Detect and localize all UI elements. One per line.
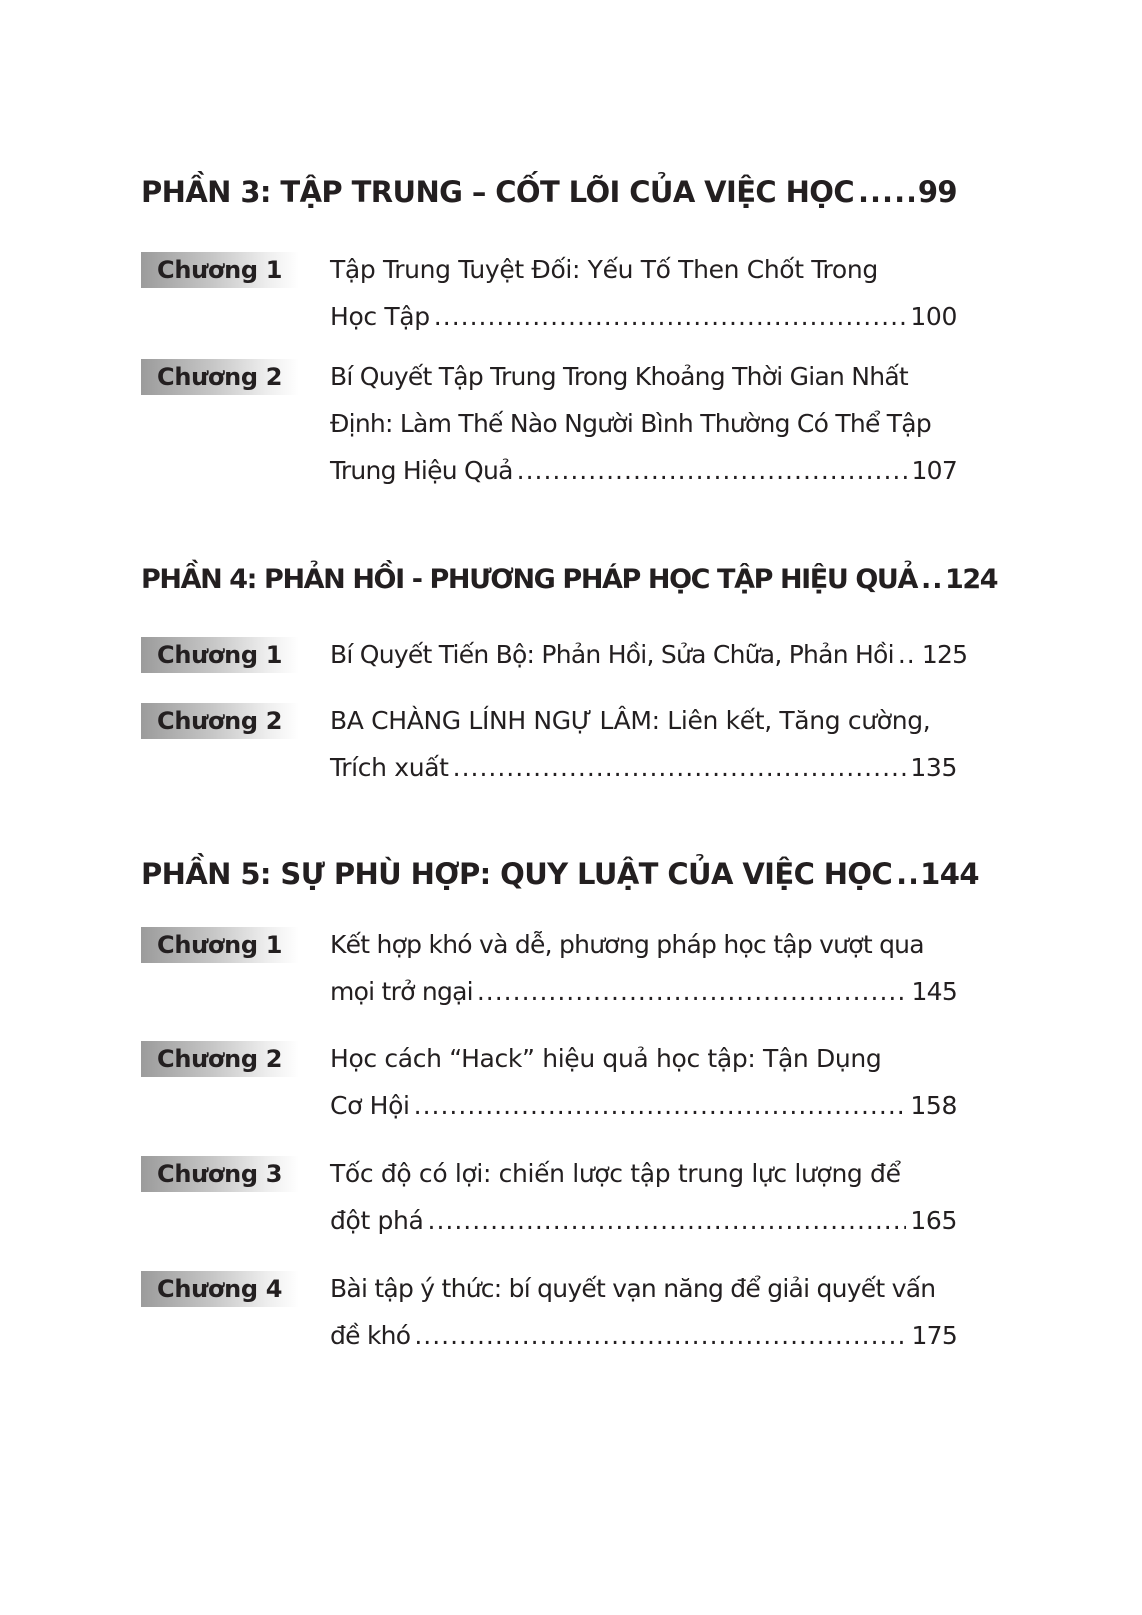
chapter-page-number: 125 [921,640,968,669]
chapter-title-end: Cơ Hội [330,1091,410,1120]
dot-leader [898,631,918,678]
chapter-title-end: Bí Quyết Tiến Bộ: Phản Hồi, Sửa Chữa, Phản Hồi [330,640,894,669]
chapter-label: Chương 1 [141,927,299,963]
chapter-title-last-line [330,293,957,340]
chapter-entry [330,1035,957,1129]
part-4-heading[interactable] [141,562,998,598]
chapter-title-end: Trích xuất [330,753,449,782]
dot-leader [921,562,941,598]
chapter-entry [330,246,957,340]
dot-leader [434,293,907,340]
chapter-entry [330,697,957,791]
part-title: PHẦN 5: SỰ PHÙ HỢP: QUY LUẬT CỦA VIỆC HỌC [141,857,893,891]
chapter-entry [330,631,968,678]
chapter-title-last-line [330,447,957,494]
dot-leader [517,447,908,494]
chapter-title-end: Học Tập [330,302,430,331]
chapter-title-last-line [330,744,957,791]
chapter-label: Chương 1 [141,637,299,673]
chapter-title-line: Bí Quyết Tập Trung Trong Khoảng Thời Gian Nhất [330,362,908,391]
part-page-number: 124 [944,564,998,595]
chapter-title-last-line [330,968,957,1015]
dot-leader [453,744,907,791]
chapter-label: Chương 2 [141,1041,299,1077]
part-3-heading[interactable] [141,174,957,210]
chapter-title-end: Trung Hiệu Quả [330,456,513,485]
part-page-number: 144 [920,857,979,891]
chapter-label: Chương 2 [141,359,299,395]
chapter-entry [330,1265,957,1359]
chapter-label: Chương 4 [141,1271,299,1307]
chapter-label: Chương 1 [141,252,299,288]
chapter-label: Chương 2 [141,703,299,739]
part-page-number: 99 [917,175,957,209]
chapter-entry [330,1150,957,1244]
chapter-page-number: 135 [910,753,957,782]
part-5-heading[interactable] [141,856,979,892]
chapter-title-line: Tập Trung Tuyệt Đối: Yếu Tố Then Chốt Trong [330,255,878,284]
chapter-title-last-line [330,1312,957,1359]
chapter-title-line: Tốc độ có lợi: chiến lược tập trung lực lượng để [330,1159,901,1188]
chapter-page-number: 165 [910,1206,957,1235]
chapter-title-end: đề khó [330,1321,411,1350]
dot-leader [414,1082,907,1129]
chapter-title-end: mọi trở ngại [330,977,473,1006]
chapter-title-last-line [330,631,968,678]
chapter-title-line: Kết hợp khó và dễ, phương pháp học tập vượt qua [330,930,924,959]
chapter-title-end: đột phá [330,1206,424,1235]
dot-leader [858,174,914,210]
part-title: PHẦN 4: PHẢN HỒI - PHƯƠNG PHÁP HỌC TẬP HIỆU QUẢ [141,564,917,595]
chapter-title-line: Định: Làm Thế Nào Người Bình Thường Có Thể Tập [330,409,931,438]
chapter-entry [330,921,957,1015]
chapter-title-line: BA CHÀNG LÍNH NGỰ LÂM: Liên kết, Tăng cường, [330,706,931,735]
chapter-title-last-line [330,1197,957,1244]
chapter-title-last-line [330,1082,957,1129]
chapter-label: Chương 3 [141,1156,299,1192]
chapter-page-number: 175 [911,1321,957,1350]
chapter-page-number: 100 [910,302,957,331]
dot-leader [477,968,908,1015]
dot-leader [428,1197,907,1244]
part-title: PHẦN 3: TẬP TRUNG – CỐT LÕI CỦA VIỆC HỌC [141,175,855,209]
chapter-entry [330,353,957,494]
chapter-title-line: Học cách “Hack” hiệu quả học tập: Tận Dụng [330,1044,882,1073]
dot-leader [896,856,916,892]
chapter-page-number: 107 [911,456,957,485]
chapter-page-number: 145 [911,977,957,1006]
chapter-page-number: 158 [910,1091,957,1120]
chapter-title-line: Bài tập ý thức: bí quyết vạn năng để giải quyết vấn [330,1274,936,1303]
dot-leader [414,1312,907,1359]
